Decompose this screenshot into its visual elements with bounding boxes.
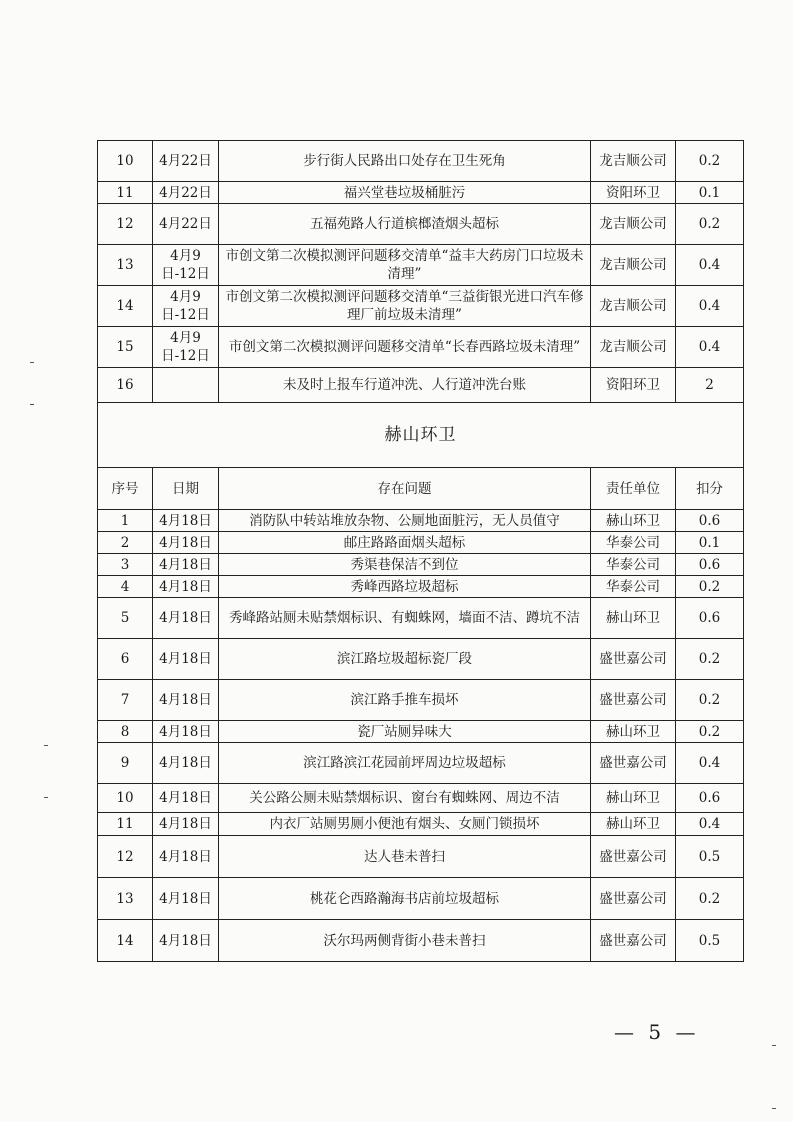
cell-no: 13 [98,878,153,920]
header-score: 扣分 [676,468,744,510]
cell-unit: 盛世嘉公司 [591,743,676,784]
cell-score: 0.2 [676,721,744,743]
cell-score: 0.2 [676,204,744,245]
cell-score: 0.6 [676,510,744,532]
cell-issue: 滨江路手推车损坏 [219,680,591,721]
cell-date: 4月18日 [153,639,219,680]
cell-date: 4月22日 [153,141,219,182]
scan-mark [30,404,34,405]
cell-date: 4月18日 [153,836,219,878]
cell-date: 4月9日-12日 [153,286,219,327]
cell-date: 4月18日 [153,510,219,532]
cell-issue: 内衣厂站厕男厕小便池有烟头、女厕门锁损坏 [219,813,591,836]
table-row [98,680,744,721]
cell-issue: 秀渠巷保洁不到位 [219,554,591,576]
table-row [98,554,744,576]
cell-date: 4月18日 [153,680,219,721]
cell-no: 8 [98,721,153,743]
cell-issue: 邮庄路路面烟头超标 [219,532,591,554]
header-unit: 责任单位 [591,468,676,510]
cell-issue: 步行街人民路出口处存在卫生死角 [219,141,591,182]
cell-no: 11 [98,182,153,204]
section-title: 赫山环卫 [98,403,744,468]
table-row [98,141,744,182]
table-row [98,836,744,878]
cell-no: 7 [98,680,153,721]
cell-unit: 龙吉顺公司 [591,327,676,368]
table-row [98,639,744,680]
cell-score: 0.4 [676,286,744,327]
cell-no: 10 [98,141,153,182]
cell-issue: 滨江路垃圾超标瓷厂段 [219,639,591,680]
table-row [98,813,744,836]
cell-no: 2 [98,532,153,554]
cell-score: 0.5 [676,836,744,878]
cell-unit: 赫山环卫 [591,510,676,532]
scan-mark [772,1108,776,1109]
cell-score: 0.4 [676,743,744,784]
cell-unit: 华泰公司 [591,554,676,576]
cell-no: 15 [98,327,153,368]
cell-no: 5 [98,598,153,639]
scan-mark [44,745,48,746]
cell-date [153,368,219,403]
cell-no: 4 [98,576,153,598]
cell-issue: 关公路公厕未贴禁烟标识、窗台有蜘蛛网、周边不洁 [219,784,591,813]
cell-score: 0.1 [676,182,744,204]
table-row [98,182,744,204]
cell-issue: 福兴堂巷垃圾桶脏污 [219,182,591,204]
cell-no: 12 [98,204,153,245]
header-date: 日期 [153,468,219,510]
cell-unit: 赫山环卫 [591,784,676,813]
cell-issue: 达人巷未普扫 [219,836,591,878]
table-row [98,204,744,245]
cell-date: 4月18日 [153,878,219,920]
cell-score: 0.2 [676,576,744,598]
cell-date: 4月18日 [153,598,219,639]
cell-unit: 资阳环卫 [591,368,676,403]
cell-date: 4月18日 [153,743,219,784]
table-row [98,532,744,554]
cell-unit: 盛世嘉公司 [591,920,676,962]
cell-date: 4月18日 [153,920,219,962]
cell-unit: 华泰公司 [591,576,676,598]
cell-no: 3 [98,554,153,576]
table-row [98,245,744,286]
scan-mark [44,797,48,798]
cell-issue: 市创文第二次模拟测评问题移交清单“三益街银光进口汽车修理厂前垃圾未清理” [219,286,591,327]
cell-unit: 盛世嘉公司 [591,680,676,721]
cell-unit: 龙吉顺公司 [591,286,676,327]
table-row [98,743,744,784]
cell-date: 4月18日 [153,576,219,598]
cell-issue: 秀峰西路垃圾超标 [219,576,591,598]
cell-date: 4月9日-12日 [153,327,219,368]
table-row [98,784,744,813]
cell-score: 0.1 [676,532,744,554]
table-row [98,721,744,743]
table-row [98,327,744,368]
scan-mark [772,1045,776,1046]
cell-no: 13 [98,245,153,286]
cell-no: 14 [98,920,153,962]
cell-date: 4月18日 [153,721,219,743]
table-row [98,368,744,403]
cell-no: 1 [98,510,153,532]
cell-unit: 盛世嘉公司 [591,878,676,920]
cell-no: 9 [98,743,153,784]
cell-issue: 市创文第二次模拟测评问题移交清单“长春西路垃圾未清理” [219,327,591,368]
cell-issue: 瓷厂站厕异味大 [219,721,591,743]
scan-mark [30,362,34,363]
cell-unit: 资阳环卫 [591,182,676,204]
cell-unit: 赫山环卫 [591,721,676,743]
cell-date: 4月22日 [153,182,219,204]
cell-date: 4月9日-12日 [153,245,219,286]
cell-no: 10 [98,784,153,813]
header-row [98,468,744,510]
cell-score: 0.2 [676,878,744,920]
cell-issue: 秀峰路站厕未贴禁烟标识、有蜘蛛网，墙面不洁、蹲坑不洁 [219,598,591,639]
table-row [98,576,744,598]
cell-issue: 市创文第二次模拟测评问题移交清单“益丰大药房门口垃圾未清理” [219,245,591,286]
cell-score: 0.4 [676,245,744,286]
cell-unit: 华泰公司 [591,532,676,554]
table-row [98,510,744,532]
cell-score: 0.6 [676,598,744,639]
cell-issue: 滨江路滨江花园前坪周边垃圾超标 [219,743,591,784]
cell-date: 4月18日 [153,813,219,836]
page-number: — 5 — [614,1020,700,1044]
table-row [98,878,744,920]
cell-unit: 龙吉顺公司 [591,141,676,182]
table-row [98,598,744,639]
header-issue: 存在问题 [219,468,591,510]
cell-score: 0.6 [676,554,744,576]
cell-unit: 盛世嘉公司 [591,836,676,878]
cell-unit: 赫山环卫 [591,598,676,639]
cell-no: 6 [98,639,153,680]
cell-score: 0.4 [676,813,744,836]
cell-date: 4月18日 [153,554,219,576]
cell-score: 0.2 [676,680,744,721]
cell-issue: 消防队中转站堆放杂物、公厕地面脏污，无人员值守 [219,510,591,532]
cell-unit: 龙吉顺公司 [591,245,676,286]
cell-date: 4月18日 [153,784,219,813]
cell-no: 14 [98,286,153,327]
cell-score: 0.4 [676,327,744,368]
cell-issue: 五福苑路人行道槟榔渣烟头超标 [219,204,591,245]
cell-date: 4月22日 [153,204,219,245]
cell-score: 2 [676,368,744,403]
cell-date: 4月18日 [153,532,219,554]
cell-no: 12 [98,836,153,878]
cell-no: 16 [98,368,153,403]
cell-no: 11 [98,813,153,836]
header-no: 序号 [98,468,153,510]
cell-score: 0.5 [676,920,744,962]
cell-issue: 未及时上报车行道冲洗、人行道冲洗台账 [219,368,591,403]
table-row [98,286,744,327]
cell-issue: 沃尔玛两侧背街小巷未普扫 [219,920,591,962]
cell-issue: 桃花仑西路瀚海书店前垃圾超标 [219,878,591,920]
cell-score: 0.2 [676,639,744,680]
cell-score: 0.2 [676,141,744,182]
cell-unit: 赫山环卫 [591,813,676,836]
deduction-table [97,140,744,962]
section-row [98,403,744,468]
cell-score: 0.6 [676,784,744,813]
table-row [98,920,744,962]
cell-unit: 龙吉顺公司 [591,204,676,245]
cell-unit: 盛世嘉公司 [591,639,676,680]
